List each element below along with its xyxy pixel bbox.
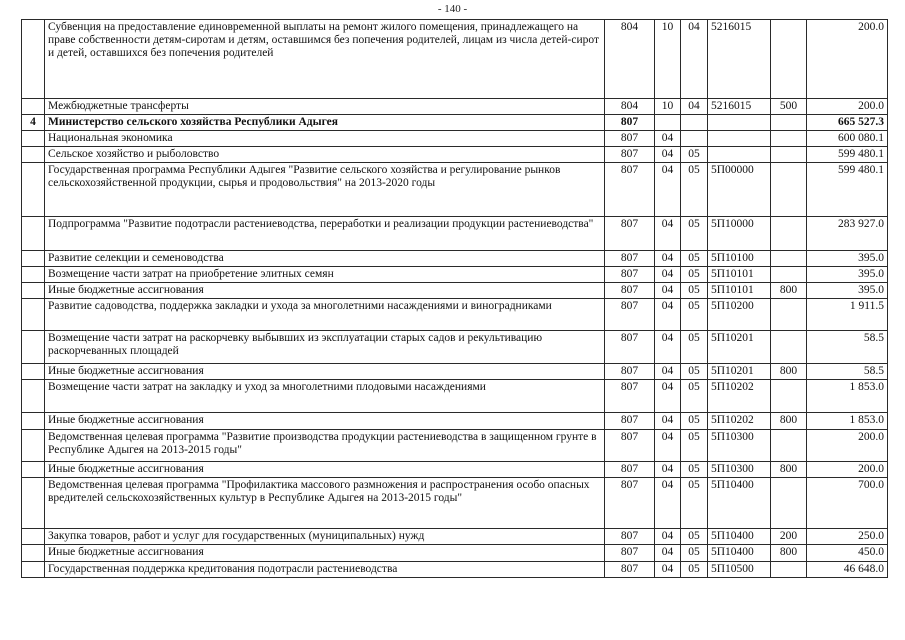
item-name: Иные бюджетные ассигнования xyxy=(45,462,605,478)
target-article-code: 5П10500 xyxy=(708,562,771,578)
subsection-code: 04 xyxy=(681,20,708,99)
expense-type-code xyxy=(771,331,807,364)
section-code: 04 xyxy=(655,217,681,251)
amount: 200.0 xyxy=(807,430,888,462)
section-code: 10 xyxy=(655,20,681,99)
target-article-code: 5П10101 xyxy=(708,267,771,283)
expense-type-code: 800 xyxy=(771,283,807,299)
item-name: Ведомственная целевая программа "Профилактика массового размножения и распространения особо опасных вредителей сельскохозяйственных культур в Республике Адыгея на 2013-2015 годы" xyxy=(45,478,605,529)
target-article-code: 5П10200 xyxy=(708,299,771,331)
subsection-code: 05 xyxy=(681,283,708,299)
row-number xyxy=(22,147,45,163)
expense-type-code: 500 xyxy=(771,99,807,115)
subsection-code xyxy=(681,131,708,147)
item-name: Государственная поддержка кредитования подотрасли растениеводства xyxy=(45,562,605,578)
department-code: 807 xyxy=(605,462,655,478)
target-article-code: 5П10000 xyxy=(708,217,771,251)
target-article-code: 5П10300 xyxy=(708,462,771,478)
row-number xyxy=(22,364,45,380)
department-code: 807 xyxy=(605,430,655,462)
expense-type-code xyxy=(771,163,807,217)
section-code: 04 xyxy=(655,545,681,562)
row-number xyxy=(22,545,45,562)
section-code: 04 xyxy=(655,251,681,267)
expense-type-code xyxy=(771,217,807,251)
row-number xyxy=(22,413,45,430)
table-row xyxy=(22,462,888,478)
row-number xyxy=(22,430,45,462)
expense-type-code: 200 xyxy=(771,529,807,545)
subsection-code: 05 xyxy=(681,478,708,529)
department-code: 807 xyxy=(605,131,655,147)
subsection-code: 05 xyxy=(681,364,708,380)
amount: 1 911.5 xyxy=(807,299,888,331)
budget-rows xyxy=(22,20,888,578)
amount: 46 648.0 xyxy=(807,562,888,578)
subsection-code: 05 xyxy=(681,529,708,545)
amount: 1 853.0 xyxy=(807,380,888,413)
section-code: 04 xyxy=(655,131,681,147)
section-code: 10 xyxy=(655,99,681,115)
table-row xyxy=(22,217,888,251)
section-code: 04 xyxy=(655,267,681,283)
item-name: Возмещение части затрат на раскорчевку выбывших из эксплуатации старых садов и рекультивацию раскорчеванных площадей xyxy=(45,331,605,364)
table-row xyxy=(22,299,888,331)
section-code: 04 xyxy=(655,478,681,529)
target-article-code: 5П10202 xyxy=(708,380,771,413)
subsection-code xyxy=(681,115,708,131)
row-number xyxy=(22,462,45,478)
department-code: 807 xyxy=(605,283,655,299)
subsection-code: 05 xyxy=(681,299,708,331)
expense-type-code xyxy=(771,430,807,462)
item-name: Подпрограмма "Развитие подотрасли растениеводства, переработки и реализации продукции растениеводства" xyxy=(45,217,605,251)
section-code: 04 xyxy=(655,430,681,462)
row-number xyxy=(22,20,45,99)
item-name: Государственная программа Республики Адыгея "Развитие сельского хозяйства и регулирование рынков сельскохозяйственной продукции, сырья и продовольствия" на 2013-2020 годы xyxy=(45,163,605,217)
section-code: 04 xyxy=(655,413,681,430)
section-code xyxy=(655,115,681,131)
row-number xyxy=(22,299,45,331)
row-number xyxy=(22,163,45,217)
subsection-code: 05 xyxy=(681,380,708,413)
subsection-code: 05 xyxy=(681,430,708,462)
subsection-code: 05 xyxy=(681,562,708,578)
department-code: 807 xyxy=(605,562,655,578)
row-number xyxy=(22,217,45,251)
amount: 599 480.1 xyxy=(807,163,888,217)
department-code: 804 xyxy=(605,99,655,115)
table-row xyxy=(22,562,888,578)
amount: 700.0 xyxy=(807,478,888,529)
target-article-code: 5П10201 xyxy=(708,364,771,380)
amount: 395.0 xyxy=(807,267,888,283)
target-article-code: 5П10400 xyxy=(708,478,771,529)
table-row xyxy=(22,163,888,217)
subsection-code: 04 xyxy=(681,99,708,115)
amount: 395.0 xyxy=(807,283,888,299)
target-article-code: 5П10201 xyxy=(708,331,771,364)
department-code: 807 xyxy=(605,331,655,364)
expense-type-code xyxy=(771,380,807,413)
subsection-code: 05 xyxy=(681,545,708,562)
amount: 1 853.0 xyxy=(807,413,888,430)
expense-type-code xyxy=(771,131,807,147)
expense-type-code xyxy=(771,562,807,578)
item-name: Развитие садоводства, поддержка закладки и ухода за многолетними насаждениями и виноградниками xyxy=(45,299,605,331)
amount: 395.0 xyxy=(807,251,888,267)
table-row xyxy=(22,283,888,299)
table-row xyxy=(22,529,888,545)
amount: 250.0 xyxy=(807,529,888,545)
table-row xyxy=(22,478,888,529)
item-name: Министерство сельского хозяйства Республики Адыгея xyxy=(45,115,605,131)
row-number xyxy=(22,99,45,115)
budget-table xyxy=(21,19,888,578)
section-code: 04 xyxy=(655,147,681,163)
row-number xyxy=(22,331,45,364)
row-number xyxy=(22,529,45,545)
target-article-code xyxy=(708,131,771,147)
table-row xyxy=(22,20,888,99)
amount: 599 480.1 xyxy=(807,147,888,163)
expense-type-code xyxy=(771,299,807,331)
expense-type-code: 800 xyxy=(771,545,807,562)
item-name: Национальная экономика xyxy=(45,131,605,147)
row-number xyxy=(22,267,45,283)
subsection-code: 05 xyxy=(681,251,708,267)
subsection-code: 05 xyxy=(681,331,708,364)
amount: 200.0 xyxy=(807,462,888,478)
department-code: 807 xyxy=(605,163,655,217)
item-name: Иные бюджетные ассигнования xyxy=(45,364,605,380)
department-code: 807 xyxy=(605,364,655,380)
target-article-code: 5П10202 xyxy=(708,413,771,430)
department-code: 807 xyxy=(605,413,655,430)
department-code: 804 xyxy=(605,20,655,99)
row-number xyxy=(22,131,45,147)
department-code: 807 xyxy=(605,529,655,545)
row-number xyxy=(22,478,45,529)
expense-type-code xyxy=(771,478,807,529)
department-code: 807 xyxy=(605,380,655,413)
section-code: 04 xyxy=(655,364,681,380)
amount: 283 927.0 xyxy=(807,217,888,251)
expense-type-code xyxy=(771,20,807,99)
table-row xyxy=(22,99,888,115)
table-row xyxy=(22,413,888,430)
item-name: Иные бюджетные ассигнования xyxy=(45,413,605,430)
section-code: 04 xyxy=(655,529,681,545)
target-article-code: 5П10100 xyxy=(708,251,771,267)
item-name: Возмещение части затрат на приобретение элитных семян xyxy=(45,267,605,283)
table-row xyxy=(22,251,888,267)
row-number xyxy=(22,283,45,299)
expense-type-code: 800 xyxy=(771,364,807,380)
target-article-code: 5216015 xyxy=(708,20,771,99)
department-code: 807 xyxy=(605,545,655,562)
section-code: 04 xyxy=(655,462,681,478)
amount: 58.5 xyxy=(807,364,888,380)
item-name: Сельское хозяйство и рыболовство xyxy=(45,147,605,163)
table-row xyxy=(22,147,888,163)
subsection-code: 05 xyxy=(681,147,708,163)
table-row xyxy=(22,430,888,462)
expense-type-code xyxy=(771,115,807,131)
expense-type-code: 800 xyxy=(771,462,807,478)
page-number: - 140 - xyxy=(437,3,468,15)
amount: 200.0 xyxy=(807,20,888,99)
table-row xyxy=(22,267,888,283)
subsection-code: 05 xyxy=(681,267,708,283)
section-code: 04 xyxy=(655,562,681,578)
item-name: Субвенция на предоставление единовременной выплаты на ремонт жилого помещения, принадлежащего на праве собственности детям-сиротам и детям, оставшимся без попечения родителей, лицам из числа детей-сирот и детей, оставшихся без попечения родителей xyxy=(45,20,605,99)
row-number xyxy=(22,251,45,267)
target-article-code: 5П10300 xyxy=(708,430,771,462)
item-name: Развитие селекции и семеноводства xyxy=(45,251,605,267)
department-code: 807 xyxy=(605,478,655,529)
table-row xyxy=(22,115,888,131)
table-row xyxy=(22,331,888,364)
target-article-code xyxy=(708,147,771,163)
department-code: 807 xyxy=(605,267,655,283)
department-code: 807 xyxy=(605,217,655,251)
subsection-code: 05 xyxy=(681,217,708,251)
subsection-code: 05 xyxy=(681,163,708,217)
row-number xyxy=(22,562,45,578)
subsection-code: 05 xyxy=(681,462,708,478)
expense-type-code xyxy=(771,251,807,267)
target-article-code: 5216015 xyxy=(708,99,771,115)
item-name: Иные бюджетные ассигнования xyxy=(45,283,605,299)
department-code: 807 xyxy=(605,299,655,331)
table-row xyxy=(22,131,888,147)
section-code: 04 xyxy=(655,299,681,331)
table-row xyxy=(22,380,888,413)
item-name: Межбюджетные трансферты xyxy=(45,99,605,115)
row-number: 4 xyxy=(22,115,45,131)
expense-type-code xyxy=(771,147,807,163)
section-code: 04 xyxy=(655,163,681,217)
row-number xyxy=(22,380,45,413)
target-article-code xyxy=(708,115,771,131)
target-article-code: 5П10400 xyxy=(708,545,771,562)
subsection-code: 05 xyxy=(681,413,708,430)
item-name: Закупка товаров, работ и услуг для государственных (муниципальных) нужд xyxy=(45,529,605,545)
expense-type-code xyxy=(771,267,807,283)
department-code: 807 xyxy=(605,115,655,131)
target-article-code: 5П10400 xyxy=(708,529,771,545)
target-article-code: 5П10101 xyxy=(708,283,771,299)
section-code: 04 xyxy=(655,283,681,299)
expense-type-code: 800 xyxy=(771,413,807,430)
section-code: 04 xyxy=(655,331,681,364)
item-name: Ведомственная целевая программа "Развитие производства продукции растениеводства в защищенном грунте в Республике Адыгея на 2013-2015 годы" xyxy=(45,430,605,462)
amount: 600 080.1 xyxy=(807,131,888,147)
target-article-code: 5П00000 xyxy=(708,163,771,217)
section-code: 04 xyxy=(655,380,681,413)
amount: 58.5 xyxy=(807,331,888,364)
amount: 450.0 xyxy=(807,545,888,562)
table-row xyxy=(22,364,888,380)
amount: 665 527.3 xyxy=(807,115,888,131)
item-name: Иные бюджетные ассигнования xyxy=(45,545,605,562)
item-name: Возмещение части затрат на закладку и уход за многолетними плодовыми насаждениями xyxy=(45,380,605,413)
table-row xyxy=(22,545,888,562)
department-code: 807 xyxy=(605,251,655,267)
amount: 200.0 xyxy=(807,99,888,115)
department-code: 807 xyxy=(605,147,655,163)
